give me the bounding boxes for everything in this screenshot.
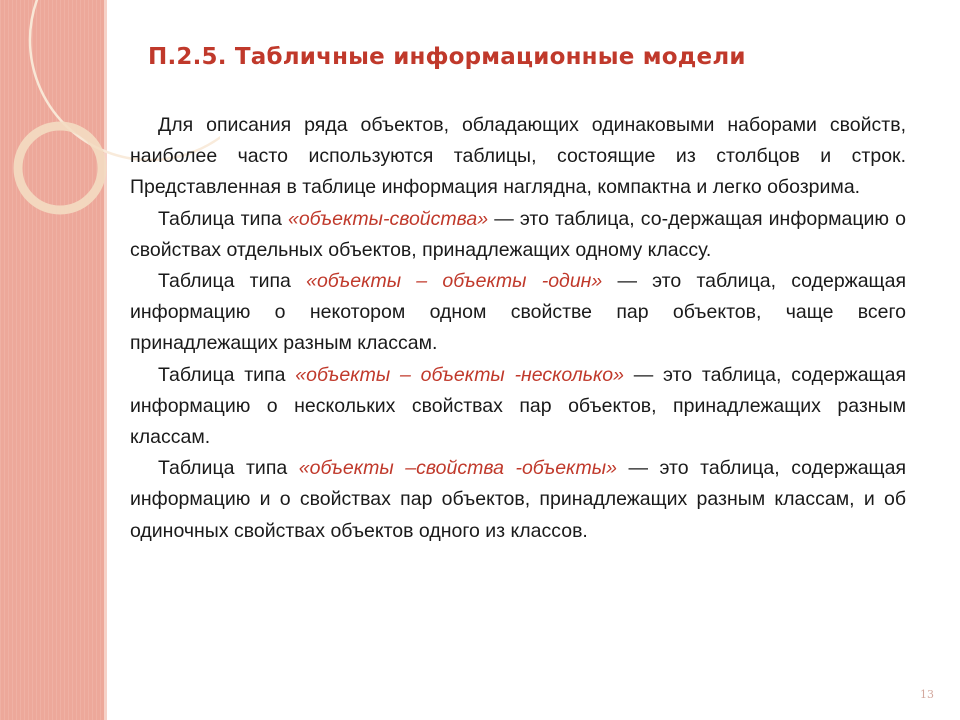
paragraph-definition: — это таблица, содержащая информацию и о свойствах пар объектов, принадлежащих разным классам, и об одиночных свойствах объектов одного из классов. bbox=[130, 457, 906, 542]
slide-title: П.2.5. Табличные информационные модели bbox=[148, 44, 746, 70]
paragraph-definition: — это таблица, содержащая информацию о нескольких свойствах пар объектов, принадлежащих разным классам. bbox=[130, 363, 906, 449]
slide-body bbox=[130, 110, 906, 547]
sidebar-edge bbox=[104, 0, 107, 720]
term-objects-objects-one: «объекты – объекты -один» bbox=[306, 270, 603, 293]
paragraph-lead: Таблица типа bbox=[158, 270, 307, 293]
paragraph-definition: — это таблица, со-держащая информацию о свойствах отдельных объектов, принадлежащих одному классу. bbox=[130, 207, 906, 261]
decorative-sidebar bbox=[0, 0, 104, 720]
page-number: 13 bbox=[920, 688, 934, 701]
term-objects-objects-several: «объекты – объекты -несколько» bbox=[295, 363, 624, 386]
paragraph-objects-properties-objects bbox=[130, 453, 906, 547]
paragraph-intro-text: Для описания ряда объектов, обладающих одинаковыми наборами свойств, наиболее часто используются таблицы, состоящие из столбцов и строк. Представленная в таблице информация наглядна, компактна и легко обозрима. bbox=[130, 114, 906, 199]
paragraph-lead: Таблица типа bbox=[158, 457, 299, 480]
paragraph-objects-objects-one bbox=[130, 266, 906, 360]
paragraph-objects-objects-several bbox=[130, 360, 906, 454]
paragraph-objects-properties bbox=[130, 204, 906, 266]
term-objects-properties-objects: «объекты –свойства -объекты» bbox=[298, 457, 617, 480]
paragraph-lead: Таблица типа bbox=[158, 363, 296, 386]
paragraph-definition: — это таблица, содержащая информацию о некотором одном свойстве пар объектов, чаще всего принадлежащих разным классам. bbox=[130, 270, 907, 355]
paragraph-lead: Таблица типа bbox=[158, 207, 288, 230]
paragraph-intro bbox=[130, 110, 906, 204]
term-objects-properties: «объекты-свойства» bbox=[287, 207, 489, 230]
